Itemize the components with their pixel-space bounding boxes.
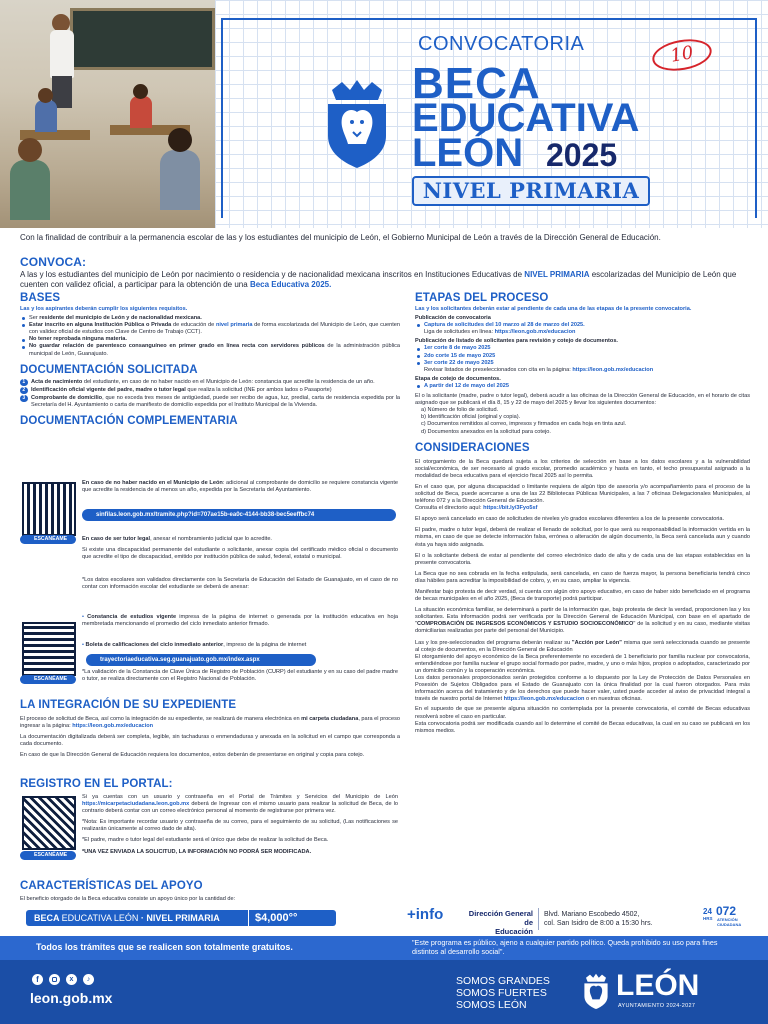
nivel-label: NIVEL PRIMARIA [422,178,640,203]
scan-label: ESCANÉAME [20,675,76,684]
cotejo-item: A partir del 12 de mayo del 2025 [415,383,750,390]
caracteristicas-title: CARACTERÍSTICAS DEL APOYO [20,880,203,892]
comp-b2-bold: Boleta de calificaciones del ciclo inmediato anterior [85,642,224,648]
item-number: 2 [20,387,28,395]
complementaria-p3: Si existe una discapacidad permanente del estudiante o solicitante, anexar copia del certificado médico oficial o documento que acredite el tipo de discapacidad, emitido por institución pública de salud, federal, estatal o municipal. [82,547,398,561]
x-icon[interactable]: x [66,974,77,985]
cons-p2-link [415,505,750,512]
cons-p8-b: COMPROBACIÓN DE INGRESOS ECONÓMICOS Y ESTUDIO SOCIOECONÓMICO [417,621,634,628]
doc-item-text: que realiza la solicitud (INE por ambos lados o Pasaporte) [185,386,332,393]
bases-item-text: de educación de [171,322,216,329]
phone-24: 24 [703,907,712,916]
cons-p9-a: Las y los pre-seleccionados del programa deberán realizar su [415,639,572,646]
pub-item: Captura de solicitudes del 10 marzo al 28 de marzo del 2025. [415,322,750,329]
convoca-text-a: A las y los estudiantes del municipio de León por nacimiento o residencia y de nacionalidad mexicana inscritos en Instituciones Educativas de [20,270,525,279]
doc-line: d) Documentos anexados en la solicitud para cotejo. [421,428,551,435]
caracteristicas-section [20,880,400,903]
phone-072 [703,904,751,932]
doc-line: b) Identificación oficial (original y copia). [421,414,521,421]
list-title: Publicación de listado de solicitantes para revisión y cotejo de documentos. [415,338,618,345]
right-column [415,292,750,735]
comp-p1-bold: En caso de no haber nacido en el Municipio de León [82,480,223,486]
cotejo-docs [415,407,750,435]
social-icons [32,974,94,985]
integracion-p3: En caso de que la Dirección General de Educación requiera los documentos, estos deberán de presentarse en original y copia para cotejo. [20,752,365,759]
reg-p1-link[interactable]: https://micarpetaciudadana.leon.gob.mx [82,801,190,808]
cons-p12: En el supuesto de que se presente alguna situación no contemplada por la presente convocatoria, el comité de Becas educativas resolverá sobre el caso en particular. [415,706,750,720]
convoca-text-c: escolarizadas del Municipio de León que cuenten con validez oficial, a participar para la obtención de una [20,270,737,289]
cons-p11-a: Los datos personales proporcionados serán protegidos conforme a lo dispuesto por la Ley de Protección de Datos Personales en Posesión de Sujetos Obligados para el Estado de Guanajuato con la única finalidad por la cual fueron otorgados. Para más información acerca del tratamiento y de los derechos que puede hacer valer, usted puede acceder al aviso de privacidad integral a través de nuestro portal de Internet [415,675,750,703]
phone-number: 072 [716,904,737,918]
bases-item-text: de la administración pública municipal de León, Guanajuato. [29,343,400,357]
corte-item: 3er corte 22 de mayo 2025 [415,360,750,367]
comp-b2-text: , impreso de la página de internet [223,642,307,648]
complementaria-b2: • Boleta de calificaciones del ciclo inmediato anterior, impreso de la página de internet [82,642,307,648]
bases-item-bold: residente del municipio de León y de nacionalidad mexicana. [39,315,202,322]
cons-p2-label: Consulta el directorio aquí: [415,505,484,512]
facebook-icon[interactable]: f [32,974,43,985]
title-leon: LEÓN [412,131,524,175]
bases-list [20,315,400,358]
comp-b1-text: impresa de la página de internet o generada por la institución educativa en hoja membretada mencionando el promedio del ciclo inmediato anterior firmado. [82,614,398,628]
revise-link [415,367,750,374]
comp-b1-bold: Constancia de estudios vigente [87,614,177,620]
registro-p3: *El padre, madre o tutor legal del estudiante será el único que debe de realizar la solicitud de Beca. [82,837,329,844]
slogan-line-1: SOMOS GRANDES [456,975,550,987]
bases-item-text: Ser [29,315,40,322]
website-link[interactable]: leon.gob.mx [30,990,113,1006]
integ-p1-a: El proceso de solicitud de Beca, así como la integración de su expediente, se realizará de manera electrónica en [20,716,302,722]
documentacion-list [20,379,400,409]
instagram-icon[interactable] [49,974,60,985]
complementaria-b1: • Constancia de estudios vigente impresa de la página de internet o generada por la institución educativa en hoja membretada mencionando el promedio del ciclo inmediato anterior firmado. [82,614,398,628]
bases-item [20,336,400,343]
registro-p4: *UNA VEZ ENVIADA LA SOLICITUD, LA INFORMACIÓN NO PODRÁ SER MODIFICADA. [82,848,312,855]
cotejo-title: Etapa de cotejo de documentos. [415,375,501,382]
cons-p2: En el caso que, por alguna discapacidad o limitante requiera de algún tipo de asesoría y/o acompañamiento para el proceso de la solicitud de Beca, puede acercarse a una de las 22 Bibliotecas Públicas Municipales, a las 7 oficinas Delegacionales Municipales, al teléfono 072 y a la Dirección General de Educación. [415,483,750,505]
complementaria-title: DOCUMENTACIÓN COMPLEMENTARIA [20,415,238,428]
doc-line: c) Documentos remitidos al correo, impresos y firmados en cada hoja en tinta azul. [421,421,627,428]
item-number: 3 [20,395,28,403]
amount-bar-beca: BECA [34,913,62,923]
complementaria-p5: *La validación de la Constancia de Clave Única de Registro de Población (CURP) del estudiante y en su caso del padre madre o tutor, se realiza directamente con el Registro Nacional de Población. [82,669,398,683]
title-educativa: EDUCATIVA [412,96,640,140]
cons-p9-c: misma que será seleccionada cuando se presente al cotejo de documentos, en la Dirección General de Educación [415,639,750,653]
nivel-banner [412,176,650,206]
cons-p8 [415,607,750,635]
revise-url[interactable]: https://leon.gob.mx/educacion [572,366,654,373]
consideraciones-title: CONSIDERACIONES [415,441,530,454]
phone-label-1: ATENCIÓN [717,917,738,922]
integ-p1-link[interactable]: https://leon.gob.mx/educacion [72,723,154,730]
documentacion-item [20,387,400,394]
cons-p8-c: " de la solicitud y en su caso, mediante visitas domiciliarias realizadas por parte del personal del Municipio. [415,621,751,635]
integracion-title: LA INTEGRACIÓN DE SU EXPEDIENTE [20,699,237,711]
complementaria-p2 [82,536,398,543]
qr-code-constancia [22,482,76,536]
convoca-nivel: NIVEL PRIMARIA [524,270,590,279]
bases-item-nivel: nivel primaria [215,322,253,329]
item-number: 1 [20,379,28,387]
more-info-label: +info [407,906,444,923]
comp-p1-text: : adicional al comprobante de domicilio se requiere constancia vigente que acredite la residencia de al menos un año, expedida por la Secretaría del Ayuntamiento. [82,480,398,494]
qr-code-trayectoria [22,622,76,676]
bases-item-text: de forma escolarizada del Municipio de León, que cuenten con validez oficial de estudios con Clave de Centro de Trabajo (CCT). [29,322,400,336]
title-beca: BECA [412,59,541,108]
integ-p1-c: , para el proceso ingresar a la página: [20,716,400,730]
cons-p5: El o la solicitante deberá de estar al pendiente del correo electrónico dado de alta y de cada una de las etapas establecidas en la presente convocatoria. [415,552,750,566]
complementaria-p1 [82,480,398,494]
doc-item-text: , que no exceda tres meses de antigüedad, puede ser recibo de agua, luz, predial, carta de residencia expedida por la Secretaría del H. Ayuntamiento o carta de manifiesto de domicilio expedida por el Instituto Municipal de la Vivienda. [31,394,400,408]
comp-p2-text: , anexar el nombramiento judicial que lo acredite. [150,536,272,542]
convocatoria-label: CONVOCATORIA [418,33,585,55]
lion-shield-icon [322,78,392,168]
bases-item [20,322,400,336]
cons-p11 [415,675,750,703]
convoca-text [20,270,750,289]
constancia-link[interactable]: sinfilas.leon.gob.mx/tramite.php?id=707ae15b-ea0c-4144-bb38-bec5eeffbc74 [82,509,396,521]
documentacion-item [20,379,400,386]
amount-bar [26,910,336,926]
doc-line: a) Número de folio de solicitud. [421,407,499,414]
registro-title: REGISTRO EN EL PORTAL: [20,778,173,790]
amount-value: $4,000°° [248,910,297,926]
address-line-2: col. San Isidro de 8:00 a 15:30 hrs. [544,920,653,927]
cons-p4: El padre, madre o tutor legal, deberá de realizar el llenado de solicitud, por lo que será su responsabilidad la información vertida en la misma, en caso de que se detecte información falsa, errónea o alteración de algún documento, la Beca será cancelada aun y cuando ésta ya haya sido asignada. [415,527,750,548]
amount-bar-educativa: EDUCATIVA LEÓN [61,913,139,923]
cons-p11-c: o en nuestras oficinas. [584,696,642,703]
scan-label: ESCANÉAME [20,851,76,860]
pub-link [415,329,750,336]
convoca-title: CONVOCA: [20,255,87,269]
caracteristicas-text: El beneficio otorgado de la Beca educativa consiste un apoyo único por la cantidad de: [20,896,236,902]
doc-item-bold: Identificación oficial vigente del padre, madre o tutor legal [31,386,186,393]
cons-p7: Manifestar bajo protesta de decir verdad, si cuenta con algún otro apoyo educativo, en caso de haber sido beneficiado en el programa de becas municipales en el año 2025, (Beca de transporte) podrá participar. [415,589,750,603]
footer-lion-shield-icon [582,972,610,1010]
left-column [20,292,400,428]
cons-p6: La Beca que no sea cobrada en la fecha estipulada, será cancelada, en caso de fuerza mayor, la persona beneficiaria tendrá cinco días hábiles para acreditar la imposibilidad de cobro, y, en su caso, ampliar la vigencia. [415,570,750,584]
convoca-beca: Beca Educativa 2025. [249,279,332,289]
header-photo [0,0,215,228]
intro-text: Con la finalidad de contribuir a la permanencia escolar de las y los estudiantes del municipio de León, el Gobierno Municipal de León a través de la Dirección General de Educación. [20,233,661,242]
department-name [465,909,533,936]
documentacion-title: DOCUMENTACIÓN SOLICITADA [20,363,198,376]
cons-p11-link[interactable]: https://leon.gob.mx/educacion [503,696,585,703]
registro-p1 [82,794,398,815]
etapas-subtitle: Las y los solicitantes deberán estar al pendiente de cada una de las etapas de la presente convocatoria. [415,306,692,312]
bases-item-bold: No tener reprobada ninguna materia. [29,336,127,343]
pub-link-label: Liga de solicitudes en línea: [424,329,495,336]
amount-bar-nivel: · NIVEL PRIMARIA [138,913,220,923]
bases-item [20,343,400,357]
integracion-p1 [20,716,400,730]
integ-p1-b: mi carpeta ciudadana [301,716,359,722]
bases-title: BASES [20,292,61,304]
dept-line-1: Dirección General de [468,909,533,927]
corte-item: 1er corte 8 de mayo 2025 [415,345,750,352]
cons-p3: El apoyo será cancelado en caso de solicitudes de niveles y/o grados escolares diferentes a los de la presente convocatoria. [415,516,725,523]
bases-item-bold: No guardar relación de parentesco consanguíneo en primer grado en línea recta con servidores públicos [29,343,325,350]
etapas-title: ETAPAS DEL PROCESO [415,292,549,304]
cons-p1: El otorgamiento de la Beca quedará sujeta a los criterios de selección en base a los datos escolares y a la vulnerabilidad social/económica, de ser necesario al grado escolar, promedio académico y hasta en tanto, el techo presupuestal asignado a la modalidad de beca educativa para el ejercicio fiscal 2025 así lo permita. [415,458,750,479]
registro-body [82,794,398,856]
cons-p13: Esta convocatoria podrá ser modificada cuando así lo determine el comité de Becas educativas, la cual en su caso se publicará en los mismos medios. [415,720,750,734]
slogan [456,975,550,1011]
integracion-section [20,699,400,759]
cons-p8-a: La situación económica familiar, se determinará a partir de la información que, bajo protesta de decir la verdad, proporcionen las y los solicitantes. Esta información podrá ser verificada por la Dirección General de Educación Municipal, con base en el apartado de " [415,607,750,628]
revise-label: Revisar listados de preseleccionados con cita en la página: [424,366,573,373]
scan-label: ESCANÉAME [20,535,76,544]
slogan-line-2: SOMOS FUERTES [456,987,547,999]
integracion-p2: La documentación digitalizada deberá ser completa, legible, sin tachaduras o enmendaduras y anexada en la solicitud en el campo que corresponda a cada documento. [20,734,400,748]
footer-disclaimer: "Este programa es público, ajeno a cualquier partido político. Queda prohibido su uso para fines distintos al desarrollo social". [412,938,718,956]
bases-item [20,315,400,322]
handwritten-number: 10 [650,35,714,75]
reg-p1-c: deberá de Ingresar con el mismo usuario para realizar la solicitud de Beca, de lo contrario deberá contar con un correo electrónico personal al momento de registrarse por primera vez. [82,801,398,815]
complementaria-p4: *Los datos escolares son validados directamente con la Secretaría de Educación del Estado de Guanajuato, en el caso de no contar con información escolar del estudiante se deberá de anexar: [82,577,398,591]
reg-p1-a: Si ya cuentas con un usuario y contraseña en el Portal de Trámites y Servicios del Municipio de León [82,794,398,800]
dept-line-2: Educación [495,927,533,936]
pub-title: Publicación de convocatoria [415,315,491,322]
cons-p9 [415,640,750,654]
comp-p2-bold: En caso de ser tutor legal [82,536,151,542]
cons-p10: El otorgamiento del apoyo económico de la Beca preferentemente no excederá de 1 beneficiario por familia nuclear por convocatoria, entendiéndose por familia nuclear el grupo social formado por padre, madre, y uno o más hijos, propios o adoptados, caracterizado por un domicilio común y la cooperación económica. [415,653,750,674]
address [544,910,704,928]
trayectoria-link[interactable]: trayectoriaeducativa.seg.guanajuato.gob.mx/index.aspx [86,654,316,666]
pub-link-url[interactable]: https://leon.gob.mx/educacion [494,329,576,336]
bases-item-bold: Estar inscrito en alguna Institución Pública o Privada [29,322,172,329]
bases-subtitle: Las y los aspirantes deberán cumplir los siguientes requisitos. [20,306,188,312]
registro-p2: *Nota: Es importante recordar usuario y contraseña de su correo, para el seguimiento de su solicitud, (Las notificaciones se realizarán únicamente al correo dado de alta). [82,819,398,833]
phone-label-2: CIUDADANA [717,922,742,927]
footer-free-text: Todos los trámites que se realicen son totalmente gratuitos. [36,942,293,952]
doc-item-bold: Comprobante de domicilio [31,394,103,401]
footer-city: LEÓN [616,969,700,1002]
tiktok-icon[interactable]: ♪ [83,974,94,985]
phone-hrs: HRS [703,916,713,921]
corte-item: 2do corte 15 de mayo 2025 [415,353,750,360]
title-year: 2025 [546,137,618,173]
cons-p9-b: "Acción por León" [571,639,622,646]
footer-admin: AYUNTAMIENTO 2024-2027 [618,1003,696,1009]
doc-item-text: del estudiante, en caso de no haber nacido en el Municipio de León: constancia que acredite la residencia de un año. [82,378,375,385]
address-line-1: Blvd. Mariano Escobedo 4502, [544,911,640,918]
slogan-line-3: SOMOS LEÓN [456,999,527,1011]
documentacion-item [20,395,400,409]
doc-item-bold: Acta de nacimiento [31,378,83,385]
cons-p2-url[interactable]: https://bit.ly/3Fyo5sf [483,505,538,512]
cotejo-text: El o la solicitante (madre, padre o tutor legal), deberá acudir a las oficinas de la Dirección General de Educación, en el horario de citas asignado que se publicará el día 8, 15 y 22 de mayo del 2025 y llevar los siguientes documentos: [415,393,750,407]
qr-code-portal [22,796,76,850]
